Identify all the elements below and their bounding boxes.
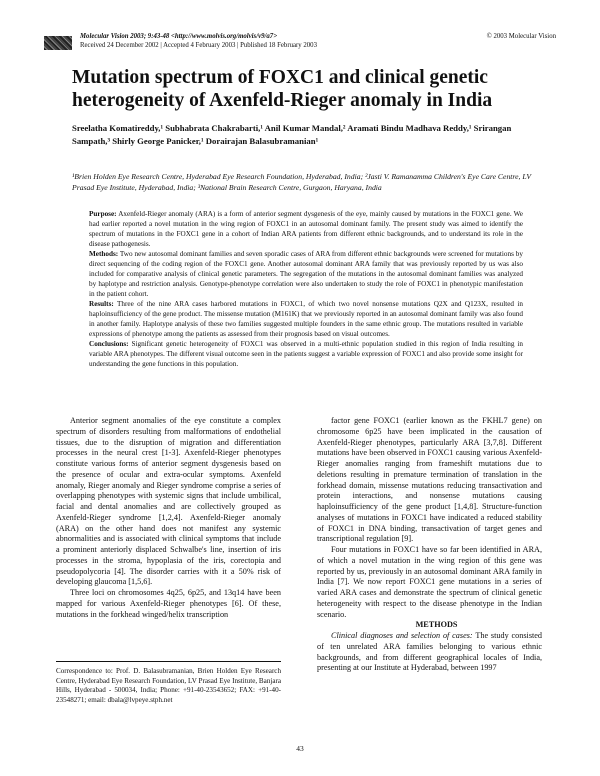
conclusions-text: Significant genetic heterogeneity of FOXC1 was observed in a multi-ethnic population studied in this region of India resulting in variable ARA phenotypes. The different visual outcome seen in the patients suggest a variable expression of FOXC1 and also provide some insight for understanding the gene functions in this population. (89, 340, 523, 368)
abstract-purpose (89, 209, 523, 249)
results-text: Three of the nine ARA cases harbored mutations in FOXC1, of which two novel nonsense mutations Q2X and Q123X, resulted in haploinsufficiency of the gene product. The missense mutation (M161K) that we previously reported in an autosomal dominant family was also found in another family. Haplotype analysis of these two families suggested multiple founders in the same ethnic group. The mutations resulted in variable expressions of phenotype among the patients as assessed from their prognosis based on visual outcomes. (89, 300, 523, 338)
methods-paragraph (317, 631, 542, 674)
journal-header (80, 33, 317, 50)
purpose-text: Axenfeld-Rieger anomaly (ARA) is a form of anterior segment dysgenesis of the eye, mainly caused by mutations in the FOXC1 gene. We had earlier reported a novel mutation in the wing region of FOXC1 in an autosomal dominant family. The present study was aimed to identify the spectrum of mutations in the FOXC1 gene in a cohort of Indian ARA patients from different ethnic backgrounds, and to understand its role in the disease pathogenesis. (89, 210, 523, 248)
intro-paragraph-3: factor gene FOXC1 (earlier known as the FKHL7 gene) on chromosome 6p25 have been implicated in the causation of Axenfeld-Rieger phenotypes, particularly ARA [3,7,8]. Different mutations have been observed in FOXC1 causing various Axenfeld-Rieger anomalies ranging from frameshift mutations due to deletions resulting in premature termination of translation in the forkhead domain, missense mutations reducing transactivation and protein interactions, and nonsense mutations causing haploinsufficiency of the gene product [1,4,8]. Structure-function analyses of mutations in FOXC1 have indicated a reduced stability of FOXC1 in DNA binding, transactivation of target genes and transcriptional regulation [9]. (317, 416, 542, 544)
methods-body: The study consisted of ten unrelated ARA families belonging to various ethnic backgrounds, and from different geographical locales of India, presenting at our Institute at Hyderabad, between 1997 (317, 631, 543, 673)
page-number: 43 (296, 744, 304, 753)
abstract-results (89, 299, 523, 339)
conclusions-label: Conclusions: (89, 340, 129, 348)
correspondence-footnote: Correspondence to: Prof. D. Balasubramanian, Brien Holden Eye Research Centre, Hyderabad Eye Research Foundation, LV Prasad Eye Institute, Banjara Hills, Hyderabad - 500034, India; Phone: +91-40-23543652; FAX: +91-40-23548271; email: dbala@lvpeye.stph.net (56, 661, 281, 705)
methods-label: Methods: (89, 250, 119, 258)
methods-text: Two new autosomal dominant families and seven sporadic cases of ARA from different ethnic backgrounds were screened for mutations by direct sequencing of the coding region of the FOXC1 gene. Another autosomal dominant ARA family that was previously reported by us was also included for comparative analysis of clinical genetic parameters. The segregation of the mutations in the autosomal dominant families was analyzed by haplotype and restriction analysis. Genotype-phenotype correlation were also undertaken to study the role of FOXC1 in phenotypic manifestation in the patient cohort. (89, 250, 523, 298)
abstract-conclusions (89, 339, 523, 369)
article-dates: Received 24 December 2002 | Accepted 4 February 2003 | Published 18 February 2003 (80, 41, 317, 49)
affiliations: ¹Brien Holden Eye Research Centre, Hyderabad Eye Research Foundation, Hyderabad, India; ²Jasti V. Ramanamma Children's Eye Care Centre, LV Prasad Eye Institute, Hyderabad, India; ³National Brain Research Centre, Gurgaon, Haryana, India (72, 172, 531, 192)
abstract (89, 209, 523, 369)
abstract-methods (89, 249, 523, 299)
intro-paragraph-4: Four mutations in FOXC1 have so far been identified in ARA, of which a novel mutation in the wing region of this gene was reported by us, previously in an autosomal dominant ARA family in India [7]. We now report FOXC1 gene mutations in a series of varied ARA cases and demonstrate the spectrum of clinical genetic heterogeneity with respect to the disease phenotype in the Indian scenario. (317, 545, 542, 619)
intro-paragraph-2: Three loci on chromosomes 4q25, 6p25, and 13q14 have been mapped for various Axenfeld-Rieger phenotypes [6]. Of these, mutations in the forkhead winged/helix transcription (56, 588, 281, 619)
methods-heading: METHODS (415, 620, 458, 630)
results-label: Results: (89, 300, 114, 308)
purpose-label: Purpose: (89, 210, 117, 218)
journal-citation: Molecular Vision 2003; 9:43-48 <http://www.molvis.org/molvis/v9/a7> (80, 33, 278, 40)
article-title: Mutation spectrum of FOXC1 and clinical genetic heterogeneity of Axenfeld-Rieger anomaly in India (72, 67, 493, 111)
intro-paragraph-1: Anterior segment anomalies of the eye constitute a complex spectrum of disorders resulting from malformations of endothelial tissues, due to the disruption of migration and differentiation processes in the neural crest [1-3]. Axenfeld-Rieger phenotypes constitute various forms of anterior segment dysgenesis based on the presence of ocular and extra-ocular symptoms. Axenfeld anomaly, Rieger anomaly and Rieger syndrome comprise a series of overlapping phenotypes with systemic signs that include umbilical, facial and dental anomalies and are collectively grouped as Axenfeld-Rieger syndrome [1,2,4]. Axenfeld-Rieger anomaly (ARA) on the other hand does not manifest any systemic abnormalities and is associated with clinical symptoms that include a prominent anteriorly displaced Schwalbe's line, insertion of iris processes in the stroma, hypoplasia of the iris, corectopia and pseudopolycoria [4]. The disorder carries with it a 50% risk of developing glaucoma [1,5,6]. (56, 416, 281, 587)
methods-subheading: Clinical diagnoses and selection of cases: (331, 631, 473, 640)
author-list: Sreelatha Komatireddy,¹ Subhabrata Chakrabarti,¹ Anil Kumar Mandal,² Aramati Bindu Madhava Reddy,¹ Srirangan Sampath,³ Shirly George Panicker,¹ Dorairajan Balasubramanian¹ (72, 123, 512, 146)
body-column-left (56, 416, 281, 620)
body-column-right (317, 416, 542, 674)
copyright-notice: © 2003 Molecular Vision (486, 33, 556, 40)
journal-logo (44, 36, 72, 50)
